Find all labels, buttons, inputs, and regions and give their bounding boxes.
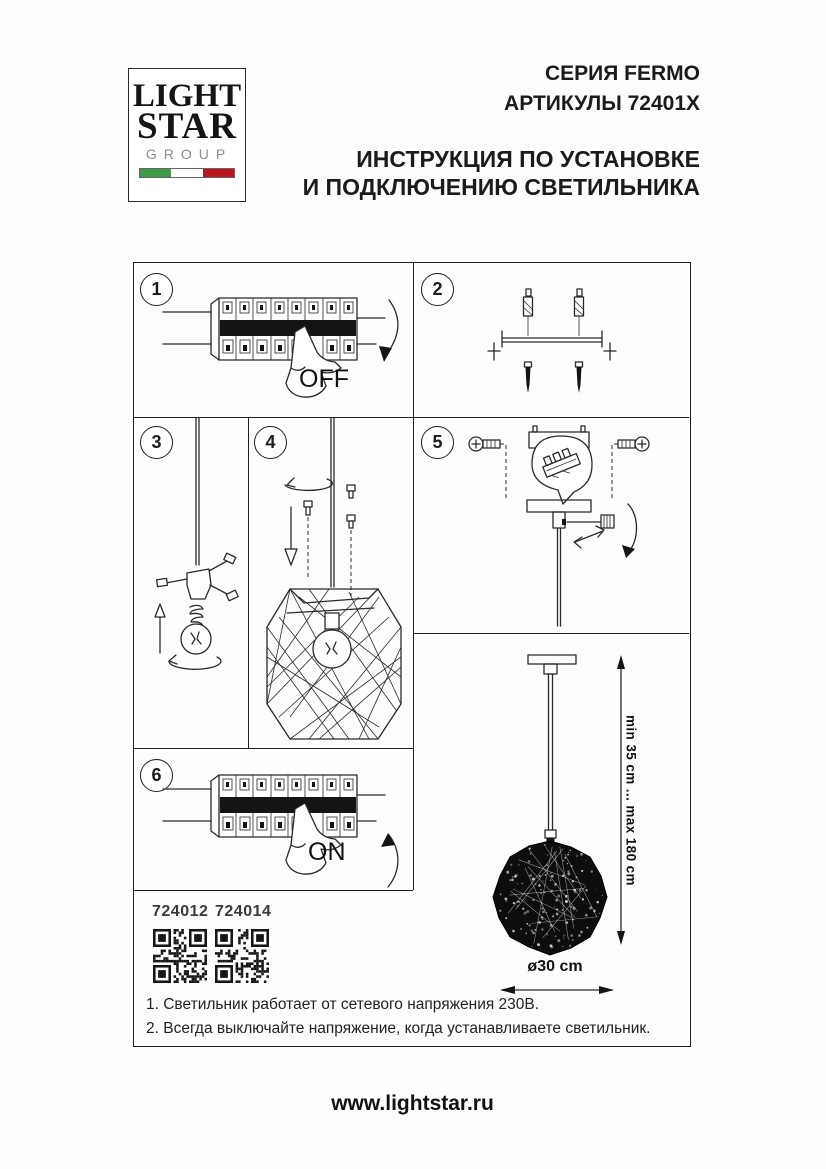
articles-label: АРТИКУЛЫ 72401X: [504, 92, 700, 115]
diameter-label: ø30 cm: [527, 958, 583, 975]
note-1: 1. Светильник работает от сетевого напряжения 230В.: [146, 996, 540, 1013]
doc-title-line2: И ПОДКЛЮЧЕНИЮ СВЕТИЛЬНИКА: [302, 174, 700, 200]
website-url: www.lightstar.ru: [331, 1092, 494, 1115]
qr-label-left: 724012: [152, 903, 209, 920]
series-label: СЕРИЯ FERMO: [544, 62, 700, 85]
logo-word-group: GROUP: [145, 146, 233, 162]
logo-word-light: LIGHT: [132, 78, 242, 114]
step-6-number: 6: [140, 759, 173, 792]
pendant-lamp-drawing: [414, 633, 689, 1046]
step-1-breaker-off-drawing: [133, 262, 413, 417]
grid-line: [133, 890, 413, 891]
step-6-breaker-on-drawing: [133, 753, 413, 890]
step-5-number: 5: [421, 426, 454, 459]
lightstar-logo: [128, 68, 246, 202]
flag-red: [203, 169, 234, 177]
step-2-bracket-drawing: [414, 263, 690, 417]
step-5-canopy-drawing: [414, 418, 690, 633]
grid-line: [133, 748, 413, 749]
flag-white: [171, 169, 202, 177]
qr-code-left: [153, 929, 207, 983]
height-range-label: min 35 cm ... max 180 cm: [623, 714, 639, 886]
step-4-number: 4: [254, 426, 287, 459]
on-label: ON: [308, 838, 346, 866]
step-1-number: 1: [140, 273, 173, 306]
qr-label-right: 724014: [215, 903, 272, 920]
step-2-number: 2: [421, 273, 454, 306]
doc-title-line1: ИНСТРУКЦИЯ ПО УСТАНОВКЕ: [356, 146, 700, 172]
italian-flag-icon: [139, 168, 235, 178]
logo-word-star: STAR: [137, 106, 237, 147]
note-2: 2. Всегда выключайте напряжение, когда устанавливаете светильник.: [146, 1020, 651, 1037]
qr-code-right: [215, 929, 269, 983]
flag-green: [140, 169, 171, 177]
off-label: OFF: [299, 365, 349, 393]
step-3-number: 3: [140, 426, 173, 459]
step-3-bulb-drawing: [133, 417, 248, 748]
step-4-shade-drawing: [249, 417, 413, 748]
